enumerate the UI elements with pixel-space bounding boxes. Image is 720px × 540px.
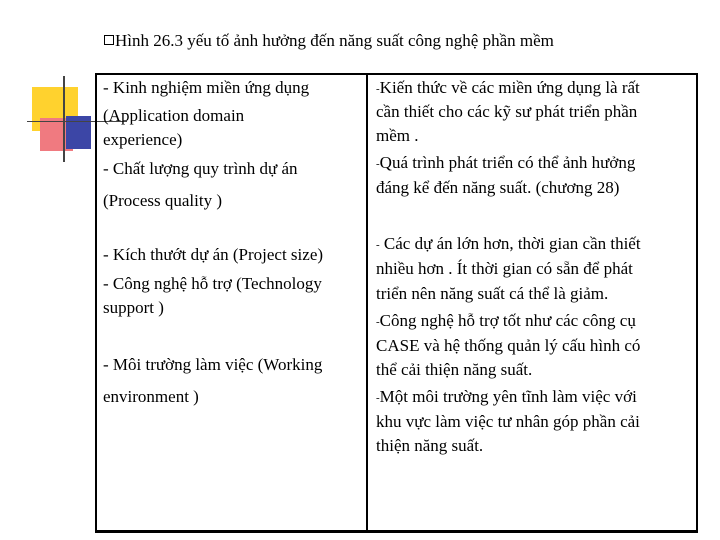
description-line: -Một môi trường yên tĩnh làm việc với [376, 387, 637, 406]
description-line: thiện năng suất. [376, 436, 484, 455]
factor-line: - Môi trường làm việc (Working [103, 355, 323, 374]
slide-title [104, 31, 554, 51]
description-line: nhiều hơn . Ít thời gian có sẵn để phát [376, 259, 633, 278]
square-bullet-icon [104, 35, 114, 45]
factor-line: support ) [103, 298, 164, 317]
description-line: khu vực làm việc tư nhân góp phần cải [376, 412, 640, 431]
dash-bullet: - [376, 392, 380, 404]
description-line: cần thiết cho các kỹ sư phát triển phần [376, 102, 638, 121]
dash-bullet: - [376, 158, 380, 170]
description-line: - Các dự án lớn hơn, thời gian cần thiết [376, 234, 641, 253]
description-line: mềm . [376, 126, 419, 145]
factor-line: - Chất lượng quy trình dự án [103, 159, 298, 178]
dash-bullet: - [376, 83, 380, 95]
decor-vertical-line [63, 76, 65, 162]
factor-line: (Process quality ) [103, 191, 222, 210]
description-line: -Kiến thức về các miền ứng dụng là rất [376, 78, 640, 97]
factor-line: - Kích thướt dự án (Project size) [103, 245, 324, 264]
factor-line: (Application domain [103, 106, 245, 125]
dash-bullet: - [376, 239, 380, 251]
description-line: CASE và hệ thống quản lý cấu hình có [376, 336, 641, 355]
factor-line: environment ) [103, 387, 199, 406]
description-line: -Công nghệ hỗ trợ tốt như các công cụ [376, 311, 636, 330]
description-line: đáng kể đến năng suất. (chương 28) [376, 178, 620, 197]
column-divider [366, 73, 368, 533]
factor-line: - Kinh nghiệm miền ứng dụng [103, 78, 310, 97]
description-line: thể cải thiện năng suất. [376, 360, 533, 379]
factor-line: experience) [103, 130, 183, 149]
description-line: -Quá trình phát triển có thể ảnh hưởng [376, 153, 636, 172]
slide-title-text: Hình 26.3 yếu tố ảnh hưởng đến năng suất công nghệ phần mềm [115, 31, 554, 50]
description-line: triển nên năng suất cá thể là giảm. [376, 284, 609, 303]
dash-bullet: - [376, 316, 380, 328]
factor-line: - Công nghệ hỗ trợ (Technology [103, 274, 322, 293]
